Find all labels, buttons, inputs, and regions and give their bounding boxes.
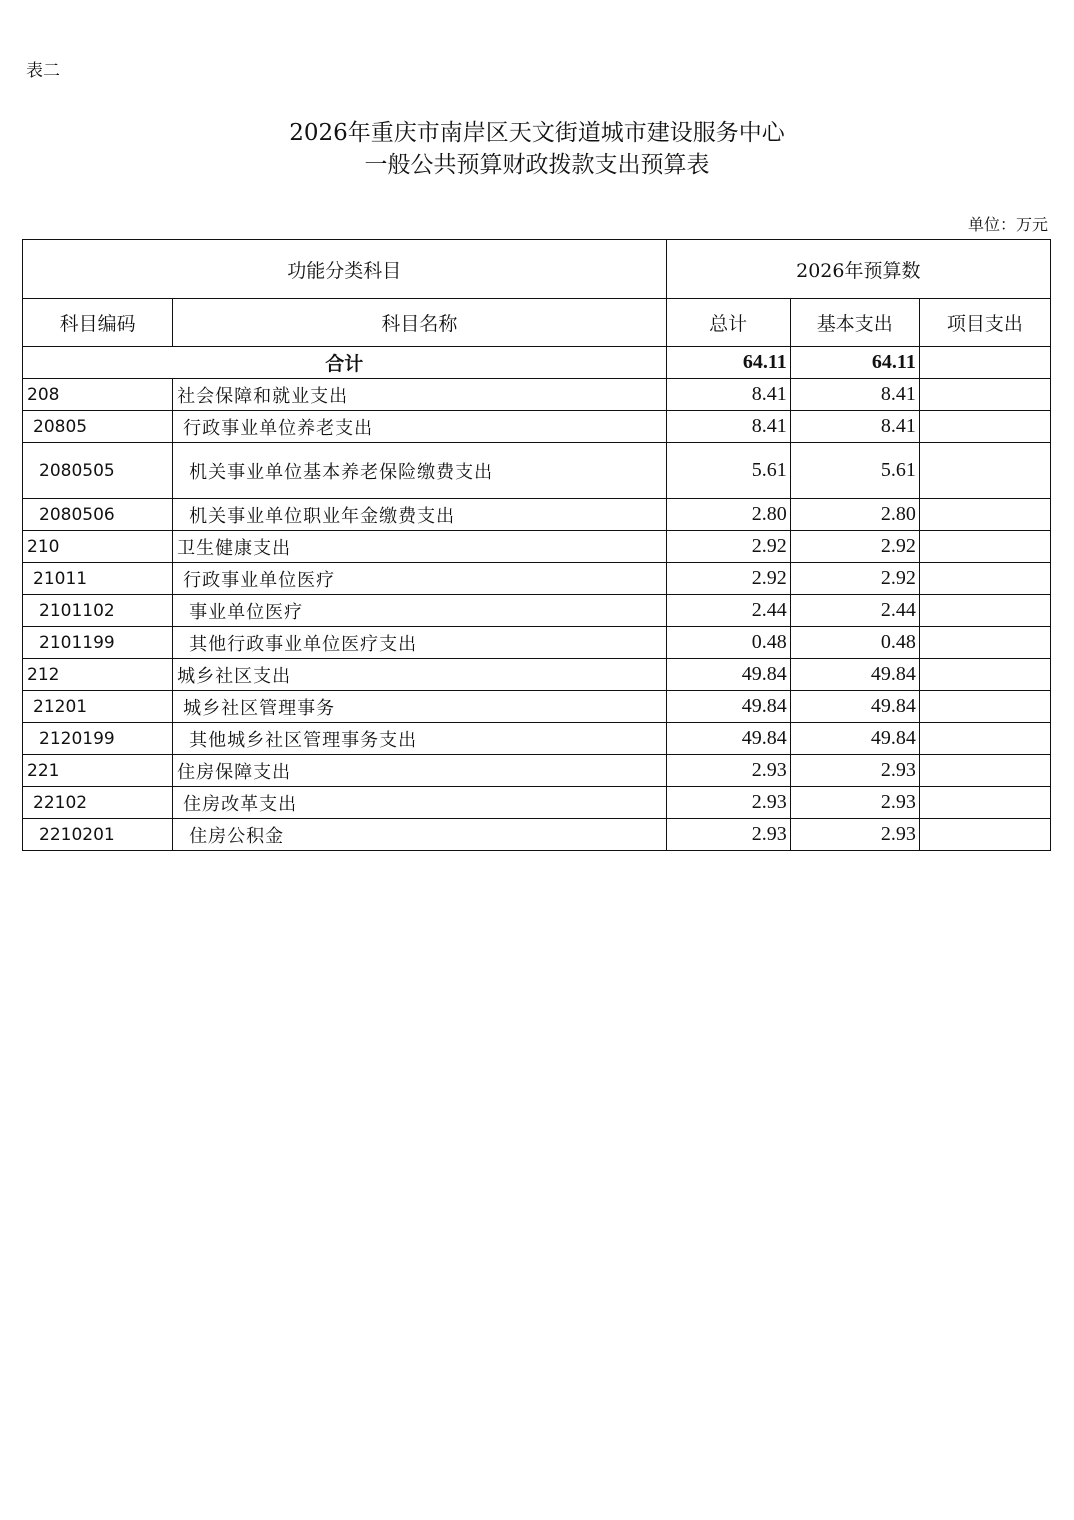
row-project — [919, 563, 1050, 595]
table-row — [23, 563, 1051, 595]
row-name: 城乡社区支出 — [173, 659, 666, 691]
row-project — [919, 443, 1050, 499]
row-code: 22102 — [23, 787, 173, 819]
row-basic: 2.93 — [790, 755, 919, 787]
row-total: 2.93 — [666, 819, 790, 851]
row-name: 住房改革支出 — [173, 787, 666, 819]
row-basic: 2.92 — [790, 531, 919, 563]
row-name: 机关事业单位基本养老保险缴费支出 — [173, 443, 666, 499]
row-basic: 2.93 — [790, 819, 919, 851]
row-name: 事业单位医疗 — [173, 595, 666, 627]
row-basic: 49.84 — [790, 723, 919, 755]
table-row — [23, 499, 1051, 531]
row-code: 208 — [23, 379, 173, 411]
row-project — [919, 379, 1050, 411]
total-row-basic: 64.11 — [790, 347, 919, 379]
row-total: 2.80 — [666, 499, 790, 531]
budget-table — [22, 239, 1051, 851]
row-project — [919, 819, 1050, 851]
row-basic: 8.41 — [790, 411, 919, 443]
row-project — [919, 659, 1050, 691]
row-total: 49.84 — [666, 723, 790, 755]
column-header-total: 总计 — [666, 299, 790, 347]
row-total: 49.84 — [666, 659, 790, 691]
group-header-budget-year: 2026年预算数 — [666, 240, 1050, 299]
table-row — [23, 787, 1051, 819]
row-total: 8.41 — [666, 411, 790, 443]
row-basic: 2.44 — [790, 595, 919, 627]
table-row — [23, 819, 1051, 851]
row-basic: 2.93 — [790, 787, 919, 819]
row-name: 其他城乡社区管理事务支出 — [173, 723, 666, 755]
column-header-row — [23, 299, 1051, 347]
page-title-line2: 一般公共预算财政拨款支出预算表 — [364, 152, 710, 178]
row-code: 221 — [23, 755, 173, 787]
row-project — [919, 499, 1050, 531]
row-project — [919, 411, 1050, 443]
row-total: 5.61 — [666, 443, 790, 499]
row-name: 行政事业单位医疗 — [173, 563, 666, 595]
row-name: 机关事业单位职业年金缴费支出 — [173, 499, 666, 531]
group-header-function-class: 功能分类科目 — [23, 240, 667, 299]
group-header-row — [23, 240, 1051, 299]
row-code: 2080506 — [23, 499, 173, 531]
total-row-total: 64.11 — [666, 347, 790, 379]
table-row — [23, 691, 1051, 723]
table-row — [23, 379, 1051, 411]
row-total: 0.48 — [666, 627, 790, 659]
row-code: 210 — [23, 531, 173, 563]
row-name: 卫生健康支出 — [173, 531, 666, 563]
row-basic: 2.80 — [790, 499, 919, 531]
total-row — [23, 347, 1051, 379]
row-total: 2.93 — [666, 787, 790, 819]
row-code: 2080505 — [23, 443, 173, 499]
row-total: 8.41 — [666, 379, 790, 411]
total-row-label: 合计 — [23, 347, 667, 379]
row-name: 社会保障和就业支出 — [173, 379, 666, 411]
row-code: 212 — [23, 659, 173, 691]
row-name: 住房保障支出 — [173, 755, 666, 787]
row-total: 2.92 — [666, 563, 790, 595]
row-basic: 49.84 — [790, 659, 919, 691]
table-row — [23, 443, 1051, 499]
column-header-code: 科目编码 — [23, 299, 173, 347]
row-total: 49.84 — [666, 691, 790, 723]
column-header-name: 科目名称 — [173, 299, 666, 347]
row-basic: 8.41 — [790, 379, 919, 411]
row-basic: 5.61 — [790, 443, 919, 499]
row-name: 其他行政事业单位医疗支出 — [173, 627, 666, 659]
row-code: 21011 — [23, 563, 173, 595]
table-row — [23, 755, 1051, 787]
row-name: 行政事业单位养老支出 — [173, 411, 666, 443]
table-row — [23, 723, 1051, 755]
row-project — [919, 723, 1050, 755]
row-basic: 49.84 — [790, 691, 919, 723]
unit-label: 单位：万元 — [967, 215, 1048, 234]
row-code: 2101102 — [23, 595, 173, 627]
row-code: 2210201 — [23, 819, 173, 851]
row-code: 2120199 — [23, 723, 173, 755]
table-row — [23, 659, 1051, 691]
row-total: 2.93 — [666, 755, 790, 787]
table-number-label: 表二 — [26, 61, 60, 81]
row-project — [919, 531, 1050, 563]
row-code: 21201 — [23, 691, 173, 723]
table-row — [23, 531, 1051, 563]
row-basic: 0.48 — [790, 627, 919, 659]
row-basic: 2.92 — [790, 563, 919, 595]
table-row — [23, 627, 1051, 659]
column-header-project: 项目支出 — [919, 299, 1050, 347]
row-total: 2.92 — [666, 531, 790, 563]
table-row — [23, 411, 1051, 443]
row-project — [919, 627, 1050, 659]
total-row-project — [919, 347, 1050, 379]
table-row — [23, 595, 1051, 627]
row-code: 2101199 — [23, 627, 173, 659]
row-project — [919, 755, 1050, 787]
column-header-basic: 基本支出 — [790, 299, 919, 347]
row-total: 2.44 — [666, 595, 790, 627]
row-name: 城乡社区管理事务 — [173, 691, 666, 723]
row-project — [919, 787, 1050, 819]
row-name: 住房公积金 — [173, 819, 666, 851]
row-code: 20805 — [23, 411, 173, 443]
page-title-line1: 2026年重庆市南岸区天文街道城市建设服务中心 — [289, 120, 785, 146]
row-project — [919, 595, 1050, 627]
row-project — [919, 691, 1050, 723]
